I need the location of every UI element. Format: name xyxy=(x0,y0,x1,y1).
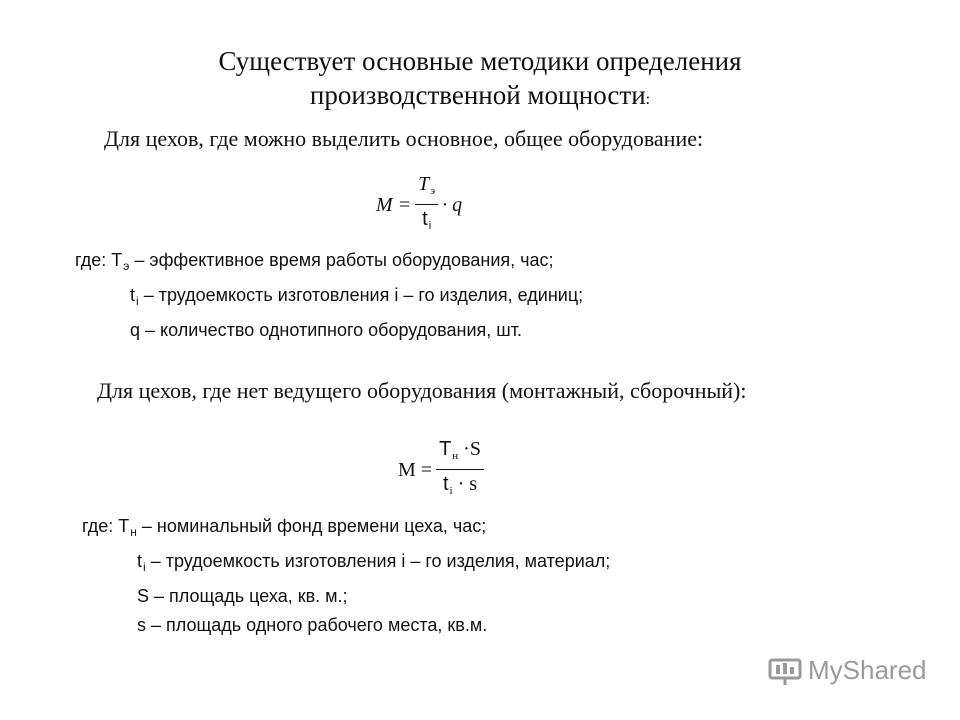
legend2-row1-text: – номинальный фонд времени цеха, час; xyxy=(136,516,487,536)
legend1-row2-sub: i xyxy=(136,294,139,308)
legend1-row-2 xyxy=(75,281,583,316)
legend2-row-1 xyxy=(82,512,610,547)
formula1-denominator xyxy=(419,205,434,238)
legend2-row2-prefix: t xyxy=(137,551,143,571)
section2-heading: Для цехов, где нет ведущего оборудования (монтажный, сборочный): xyxy=(97,378,747,403)
formula1-numerator xyxy=(415,172,438,205)
legend1-row2-text: – трудоемкость изготовления i – го изделия, единиц; xyxy=(138,285,584,305)
myshared-watermark xyxy=(768,655,927,686)
legend2-row-4: s – площадь одного рабочего места, кв.м. xyxy=(137,615,488,635)
title-line-2 xyxy=(0,78,960,117)
legend1-row1-prefix: где: T xyxy=(75,250,123,270)
formula1-den-symbol: t xyxy=(422,208,428,230)
legend1-row2-prefix: t xyxy=(130,285,136,305)
formula2-denominator xyxy=(440,470,480,503)
legend-1 xyxy=(75,246,583,345)
formula2-den-sub: i xyxy=(449,485,453,497)
formula2-den-tail: · s xyxy=(452,473,478,495)
legend1-row1-sub: э xyxy=(123,259,130,273)
formula1-lhs: M = xyxy=(376,193,412,216)
formula1-fraction xyxy=(415,172,438,238)
legend2-row1-prefix: где: T xyxy=(82,516,130,536)
formula-2 xyxy=(398,437,488,503)
title-line-2-text: производственной мощности xyxy=(309,80,646,110)
legend2-row2-text: – трудоемкость изготовления i – го изделия, материал; xyxy=(145,551,611,571)
formula2-num-tail: ·S xyxy=(458,438,481,460)
formula1-den-sub: i xyxy=(428,220,432,232)
legend2-row2-sub: i xyxy=(143,560,146,574)
legend2-row1-sub: н xyxy=(130,525,137,539)
formula-1 xyxy=(376,172,462,238)
formula2-fraction xyxy=(436,437,484,503)
legend1-row-3: q – количество однотипного оборудования, шт. xyxy=(130,320,522,340)
formula1-num-symbol: T xyxy=(418,173,430,195)
legend2-row-3: S – площадь цеха, кв. м.; xyxy=(137,586,348,606)
formula1-num-sub: э xyxy=(430,185,436,197)
title-colon: : xyxy=(645,91,651,108)
legend-2 xyxy=(82,512,610,640)
slide-title xyxy=(0,44,960,117)
legend1-row-1 xyxy=(75,246,583,281)
section1-heading: Для цехов, где можно выделить основное, общее оборудование: xyxy=(104,126,704,151)
watermark-text: MyShared xyxy=(808,655,927,685)
formula2-den-symbol: t xyxy=(442,473,449,495)
formula2-lhs: M = xyxy=(398,458,433,481)
formula2-numerator xyxy=(436,437,484,470)
formula1-mult: · q xyxy=(442,193,463,216)
legend2-row-2 xyxy=(82,547,610,582)
presentation-board-icon xyxy=(768,656,802,686)
title-line-1: Существует основные методики определения xyxy=(218,46,742,76)
formula2-num-sub: н xyxy=(452,450,459,462)
legend1-row1-text: – эффективное время работы оборудования, час; xyxy=(129,250,554,270)
formula2-num-symbol: T xyxy=(439,438,452,460)
